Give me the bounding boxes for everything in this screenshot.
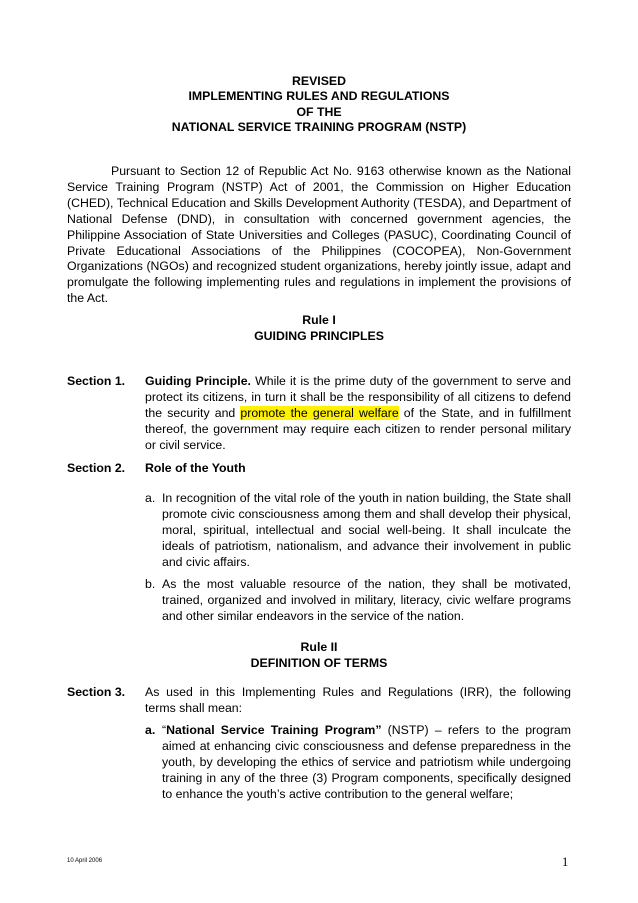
defined-term: National Service Training Program” [166,723,382,737]
title-line: NATIONAL SERVICE TRAINING PROGRAM (NSTP) [171,119,467,134]
rule-number: Rule I [302,313,336,327]
section-2-heading: Role of the Youth [145,461,246,475]
title-line: IMPLEMENTING RULES AND REGULATIONS [188,89,450,104]
list-item [145,723,571,803]
quote-mark: “ [162,723,167,737]
section-1-body [145,374,571,454]
footer-date: 10 April 2006 [67,858,103,864]
rule-title: GUIDING PRINCIPLES [254,329,384,343]
page-number: 1 [562,855,569,869]
highlighted-text: promote the general welfare [240,405,399,420]
section-1-heading: Guiding Principle. [145,374,251,388]
section-3-intro: As used in this Implementing Rules and Regulations (IRR), the following terms shall mean: [145,685,571,715]
preamble-paragraph [67,164,571,307]
section-3-label: Section 3. [67,685,126,699]
definition-text: (NSTP) – refers to the program aimed at enhancing civic consciousness and defense preparedness in the youth, by developing the ethics of service and patriotism while undergoing training in any of the three (3) Program components, specifically designed to enhance the youth’s active contribution to the general welfare; [162,723,571,801]
list-marker: a. [145,723,156,737]
list-item [145,577,571,625]
rule-2-heading [0,639,638,671]
preamble-text: Pursuant to Section 12 of Republic Act No. 9163 otherwise known as the National Service Training Program (NSTP) Act of 2001, the Commission on Higher Education (CHED), Technical Education and Skills Development Authority (TESDA), and Department of National Defense (DND), in consultation with concerned government agencies, the Philippine Association of State Universities and Colleges (PASUC), Coordinating Council of Private Educational Associations of the Philippines (COCOPEA), Non-Government Organizations (NGOs) and recognized student organizations, hereby jointly issue, adapt and promulgate the following implementing rules and regulations in implement the provisions of the Act. [67,164,571,306]
list-item-text [162,723,571,803]
section-1-label: Section 1. [67,374,126,388]
title-line: REVISED [292,74,346,88]
list-item-text: In recognition of the vital role of the youth in nation building, the State shall promote civic consciousness among them and shall develop their physical, moral, spiritual, intellectual and social well-being. It shall inculcate the ideals of patriotism, nationalism, and advance their involvement in public and civic affairs. [162,491,571,569]
list-marker: a. [145,491,156,505]
rule-number: Rule II [300,640,338,654]
section-1-text: While it is the prime duty of the government to serve and protect its citizens, in turn it shall be the responsibility of all citizens to defend the security and [145,374,571,420]
list-item-text: As the most valuable resource of the nation, they shall be motivated, trained, organized and involved in military, literacy, civic welfare programs and other similar endeavors in the service of the nation. [162,577,571,623]
section-1-text: of the State, and in fulfillment thereof, the government may require each citizen to render personal military or civil service. [145,405,571,452]
rule-title: DEFINITION OF TERMS [250,656,388,670]
rule-1-heading [0,312,638,344]
title-line: OF THE [296,104,342,119]
section-2-label: Section 2. [67,461,126,475]
document-title [0,74,638,135]
list-marker: b. [145,577,156,591]
list-item [145,491,571,571]
